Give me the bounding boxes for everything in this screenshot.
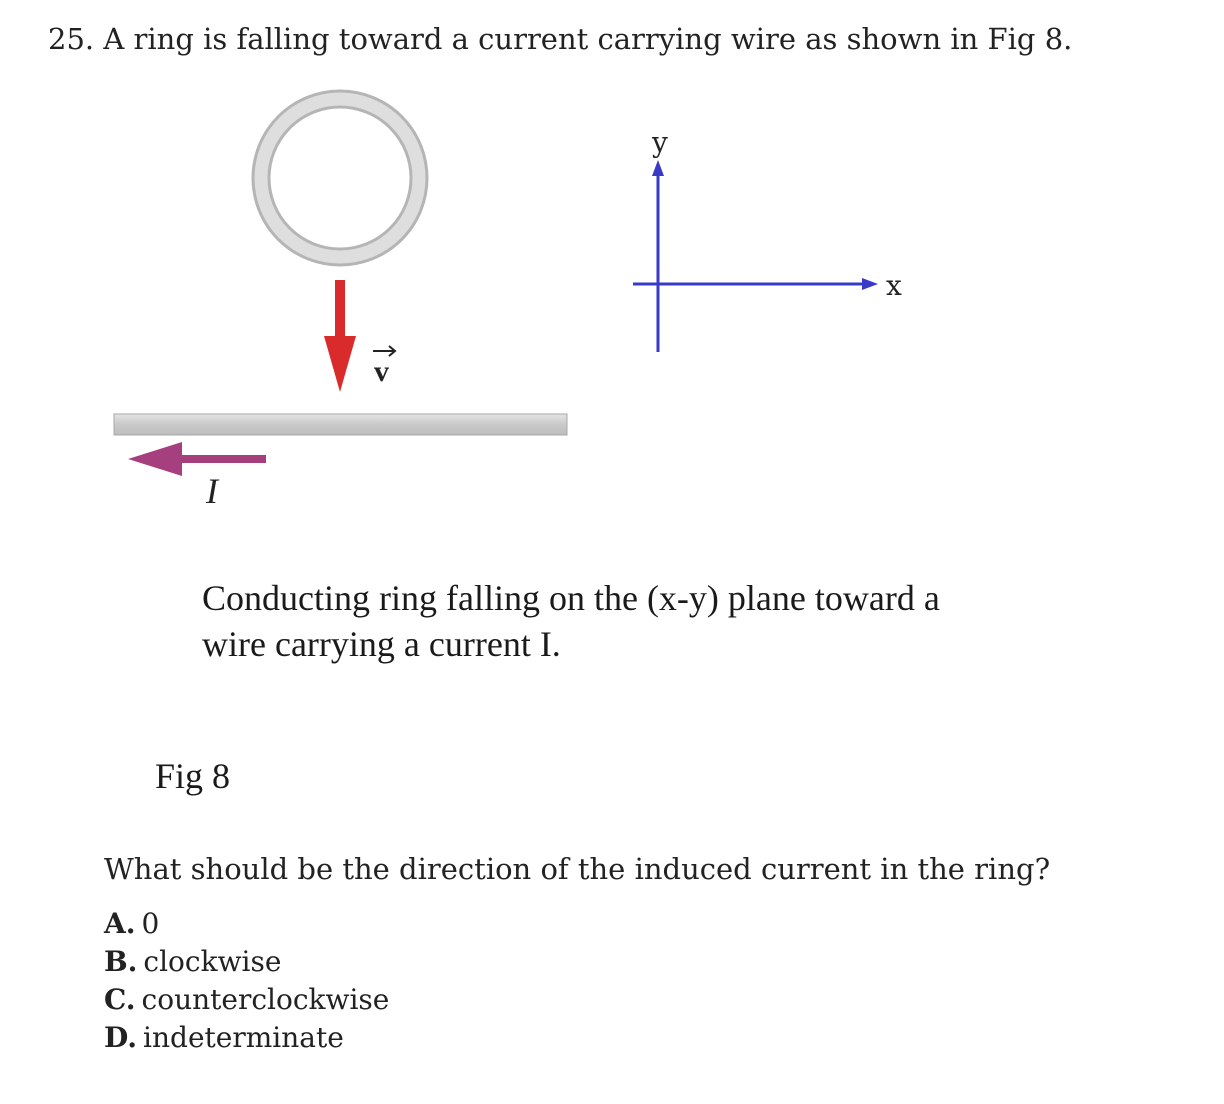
current-label: I [206, 471, 218, 511]
current-arrow [128, 442, 266, 476]
option-b-text: clockwise [143, 945, 282, 978]
answer-options [104, 905, 389, 1057]
question-prompt: What should be the direction of the induced current in the ring? [104, 852, 1051, 886]
caption-line-1: Conducting ring falling on the (x-y) plane toward a [202, 578, 940, 618]
caption-line-2: wire carrying a current I. [202, 624, 561, 664]
option-c [104, 981, 389, 1019]
conducting-ring-highlight [261, 99, 419, 257]
figure-label: Fig 8 [155, 756, 231, 796]
option-d-letter: D. [104, 1021, 138, 1054]
option-a-letter: A. [104, 907, 136, 940]
current-wire [114, 414, 567, 435]
option-c-letter: C. [104, 983, 136, 1016]
figure-caption [202, 575, 1022, 667]
velocity-arrow [324, 280, 356, 392]
question-body: A ring is falling toward a current carrying wire as shown in Fig 8. [103, 22, 1073, 56]
option-a-text: 0 [141, 907, 160, 940]
x-axis-label: x [886, 269, 902, 302]
option-b-letter: B. [104, 945, 138, 978]
option-b [104, 943, 389, 981]
option-d [104, 1019, 389, 1057]
question-number: 25. [48, 22, 95, 56]
option-d-text: indeterminate [143, 1021, 344, 1054]
y-axis-label: y [652, 126, 668, 159]
coordinate-axes [633, 160, 878, 352]
option-c-text: counterclockwise [141, 983, 390, 1016]
velocity-label: v [374, 355, 389, 388]
option-a [104, 905, 389, 943]
